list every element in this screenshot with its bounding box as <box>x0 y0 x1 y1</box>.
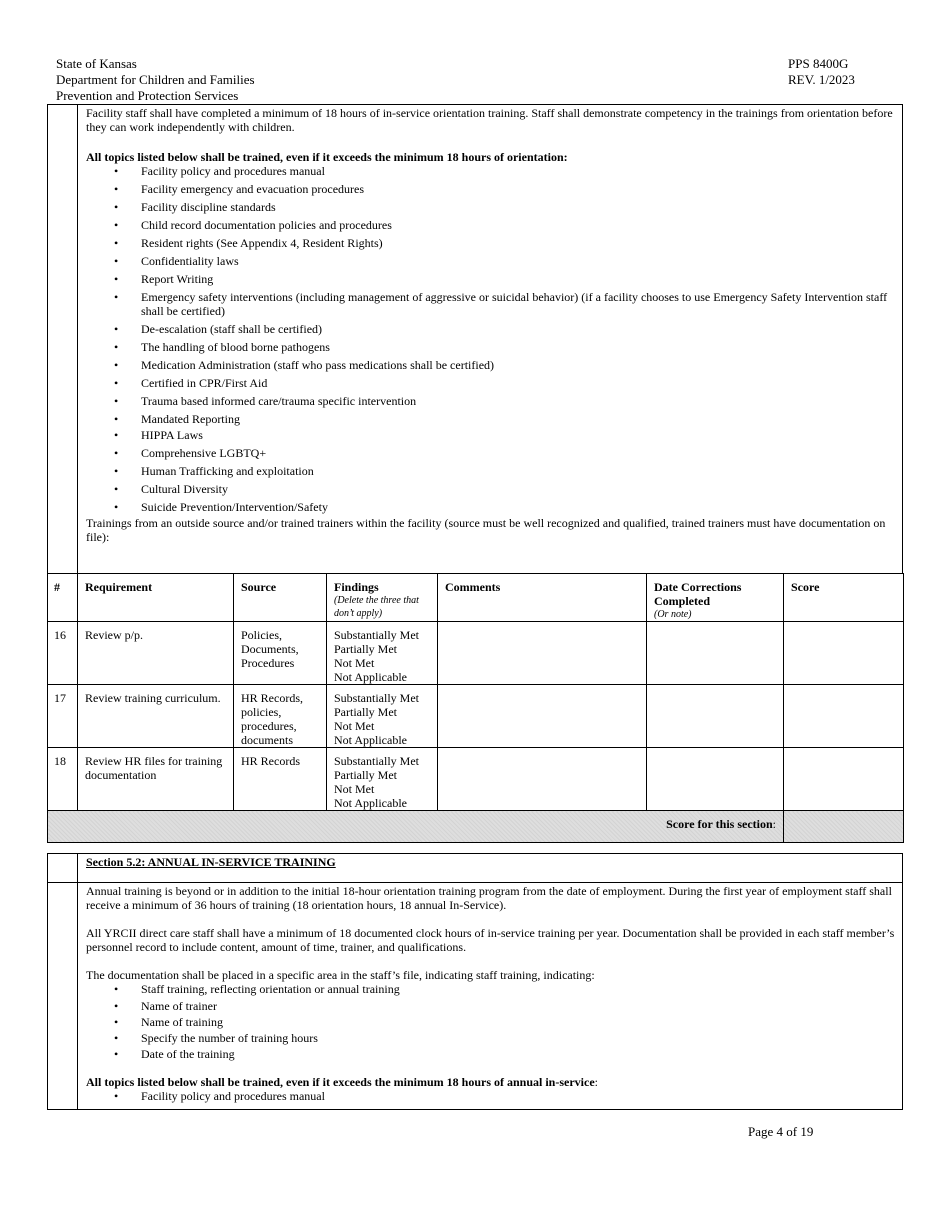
row-comments-cell[interactable] <box>438 622 647 685</box>
header-form-number: PPS 8400G <box>788 56 849 71</box>
col-header-source: Source <box>234 574 327 622</box>
finding-option: Substantially Met <box>334 691 419 705</box>
list-item: • Resident rights (See Appendix 4, Resident Rights) <box>86 236 896 250</box>
list-item: • Name of trainer <box>86 999 896 1013</box>
row-score-cell[interactable] <box>784 685 904 748</box>
section-5-2-title: Section 5.2: ANNUAL IN-SERVICE TRAINING <box>86 855 336 869</box>
finding-option: Not Applicable <box>334 796 407 810</box>
list-item: • The handling of blood borne pathogens <box>86 340 896 354</box>
title-divider <box>48 882 902 883</box>
list-item: • Facility emergency and evacuation procedures <box>86 182 896 196</box>
annual-training-para-2: All YRCII direct care staff shall have a minimum of 18 documented clock hours of in-service training per year. Documentation shall be provided in each staff member’s personnel record to include content, amount of time, trainer, and qualifications. <box>86 926 895 954</box>
col-header-score: Score <box>784 574 904 622</box>
annual-topics-heading: All topics listed below shall be trained, even if it exceeds the minimum 18 hours of annual in-service <box>86 1075 595 1089</box>
row-number: 16 <box>48 622 78 685</box>
page-number: Page 4 of 19 <box>748 1124 814 1139</box>
header-revision: REV. 1/2023 <box>788 72 855 87</box>
row-source <box>234 685 327 748</box>
orientation-intro: Facility staff shall have completed a minimum of 18 hours of in-service orientation training. Staff shall demonstrate competency in the trainings from orientation before they can work independently with children. <box>86 106 893 134</box>
col-header-requirement: Requirement <box>78 574 234 622</box>
orientation-box <box>47 104 903 574</box>
date-note: (Or note) <box>654 609 692 620</box>
orientation-topics-list <box>86 164 896 514</box>
orientation-topics-heading: All topics listed below shall be trained, even if it exceeds the minimum 18 hours of orientation: <box>86 150 568 164</box>
header-division: Prevention and Protection Services <box>56 88 239 103</box>
finding-option: Partially Met <box>334 642 397 656</box>
row-date-cell[interactable] <box>647 748 784 811</box>
header-department: Department for Children and Families <box>56 72 255 87</box>
finding-option: Partially Met <box>334 768 397 782</box>
col-header-date-corrections <box>647 574 784 622</box>
finding-option: Not Met <box>334 782 375 796</box>
source-line: HR Records <box>241 754 300 768</box>
source-line: documents <box>241 733 293 747</box>
list-item: • Cultural Diversity <box>86 482 896 496</box>
list-item: • Suicide Prevention/Intervention/Safety <box>86 500 896 514</box>
row-date-cell[interactable] <box>647 685 784 748</box>
section-5-2-content <box>86 884 896 1103</box>
list-item: • Trauma based informed care/trauma specific intervention <box>86 394 896 408</box>
row-number: 18 <box>48 748 78 811</box>
col-header-findings <box>327 574 438 622</box>
row-findings <box>327 748 438 811</box>
section-5-2-title-area <box>86 855 896 869</box>
finding-option: Not Applicable <box>334 733 407 747</box>
list-item: • Staff training, reflecting orientation or annual training <box>86 982 896 996</box>
list-item: • De-escalation (staff shall be certified) <box>86 322 896 336</box>
source-line: Procedures <box>241 656 295 670</box>
table-row <box>48 748 904 811</box>
source-line: HR Records, <box>241 691 303 705</box>
row-score-cell[interactable] <box>784 748 904 811</box>
list-item: • Confidentiality laws <box>86 254 896 268</box>
source-line: procedures, <box>241 719 297 733</box>
header-right <box>788 56 855 88</box>
section-score-label-cell <box>48 811 784 843</box>
list-item: • HIPPA Laws <box>86 428 896 442</box>
source-line: Documents, <box>241 642 299 656</box>
section-score-colon: : <box>772 817 776 831</box>
row-comments-cell[interactable] <box>438 748 647 811</box>
section-score-row <box>48 811 904 843</box>
annual-training-para-3: The documentation shall be placed in a specific area in the staff’s file, indicating staff training, indicating: <box>86 968 595 982</box>
list-item: • Facility policy and procedures manual <box>86 164 896 178</box>
row-number: 17 <box>48 685 78 748</box>
source-line: Policies, <box>241 628 282 642</box>
row-score-cell[interactable] <box>784 622 904 685</box>
gutter-line <box>77 854 78 1109</box>
gutter-line <box>77 105 78 573</box>
list-item: • Name of training <box>86 1015 896 1029</box>
findings-label: Findings <box>334 580 379 594</box>
list-item: • Emergency safety interventions (including management of aggressive or suicidal behavior) (if a facility chooses to use Emergency Safety Intervention staff shall be certified) <box>86 290 896 318</box>
list-item: • Mandated Reporting <box>86 412 896 426</box>
finding-option: Not Applicable <box>334 670 407 684</box>
annual-topics-colon: : <box>594 1075 598 1089</box>
annual-training-para-1: Annual training is beyond or in addition to the initial 18-hour orientation training program from the date of employment. During the first year of employment staff shall receive a minimum of 36 hours of training (18 orientation hours, 18 annual In-Service). <box>86 884 892 912</box>
row-requirement: Review HR files for training documentation <box>78 748 234 811</box>
source-line: policies, <box>241 705 282 719</box>
section-score-value[interactable] <box>784 811 904 843</box>
list-item: • Medication Administration (staff who pass medications shall be certified) <box>86 358 896 372</box>
list-item: • Comprehensive LGBTQ+ <box>86 446 896 460</box>
requirements-table <box>47 573 904 843</box>
row-comments-cell[interactable] <box>438 685 647 748</box>
col-header-comments: Comments <box>438 574 647 622</box>
list-item: • Human Trafficking and exploitation <box>86 464 896 478</box>
col-header-number: # <box>48 574 78 622</box>
header-left <box>56 56 255 104</box>
table-header-row <box>48 574 904 622</box>
table-row <box>48 622 904 685</box>
finding-option: Substantially Met <box>334 628 419 642</box>
list-item: • Specify the number of training hours <box>86 1031 896 1045</box>
table-row <box>48 685 904 748</box>
trainings-note: Trainings from an outside source and/or trained trainers within the facility (source must be well recognized and qualified, trained trainers must have documentation on file): <box>86 516 886 544</box>
orientation-content <box>86 106 896 544</box>
finding-option: Substantially Met <box>334 754 419 768</box>
date-corrections-label: Date Corrections Completed <box>654 580 742 608</box>
row-source <box>234 748 327 811</box>
row-requirement: Review training curriculum. <box>78 685 234 748</box>
finding-option: Not Met <box>334 656 375 670</box>
finding-option: Partially Met <box>334 705 397 719</box>
row-source <box>234 622 327 685</box>
section-5-2-box <box>47 853 903 1110</box>
section-score-label: Score for this section <box>666 817 773 831</box>
findings-note: (Delete the three that don’t apply) <box>334 595 419 619</box>
list-item: • Certified in CPR/First Aid <box>86 376 896 390</box>
documentation-items-list <box>86 982 896 1061</box>
list-item: • Facility discipline standards <box>86 200 896 214</box>
row-findings <box>327 685 438 748</box>
row-requirement: Review p/p. <box>78 622 234 685</box>
annual-topics-list <box>86 1089 896 1103</box>
list-item: • Report Writing <box>86 272 896 286</box>
finding-option: Not Met <box>334 719 375 733</box>
row-date-cell[interactable] <box>647 622 784 685</box>
list-item: • Date of the training <box>86 1047 896 1061</box>
row-findings <box>327 622 438 685</box>
list-item: • Child record documentation policies and procedures <box>86 218 896 232</box>
list-item: • Facility policy and procedures manual <box>86 1089 896 1103</box>
header-state: State of Kansas <box>56 56 137 71</box>
